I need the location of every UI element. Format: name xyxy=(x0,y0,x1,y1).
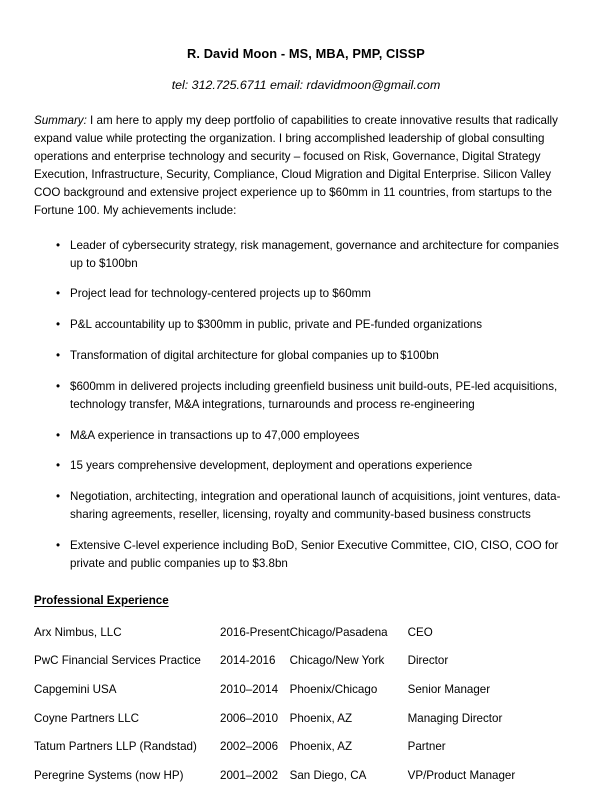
table-row xyxy=(34,675,578,704)
cell-location: Phoenix, AZ xyxy=(289,711,353,725)
cell-title: Senior Manager xyxy=(407,682,491,696)
bullet-icon: • xyxy=(56,238,61,252)
bullet-icon: • xyxy=(56,318,61,332)
section-heading-label: Professional Experience xyxy=(34,593,169,607)
candidate-name-heading: R. David Moon - MS, MBA, PMP, CISSP xyxy=(187,46,425,61)
bullet-icon: • xyxy=(56,538,61,552)
cell-company: Tatum Partners LLP (Randstad) xyxy=(34,740,197,754)
list-item-text: 15 years comprehensive development, deployment and operations experience xyxy=(70,459,473,473)
experience-table xyxy=(34,618,578,790)
list-item xyxy=(34,237,578,273)
table-row xyxy=(34,618,578,647)
cell-years: 2006–2010 xyxy=(220,711,279,725)
cell-title: CEO xyxy=(407,625,433,639)
achievements-list xyxy=(34,220,578,573)
table-row xyxy=(34,704,578,733)
bullet-icon: • xyxy=(56,428,61,442)
cell-title: Managing Director xyxy=(407,711,503,725)
list-item-text: Leader of cybersecurity strategy, risk management, governance and architecture for companies up to $100bn xyxy=(70,238,559,270)
cell-company: Coyne Partners LLC xyxy=(34,711,140,725)
contact-line: tel: 312.725.6711 email: rdavidmoon@gmail.com xyxy=(171,78,441,93)
cell-location: Phoenix/Chicago xyxy=(289,682,378,696)
section-heading-professional-experience xyxy=(34,573,578,609)
cell-company: Arx Nimbus, LLC xyxy=(34,625,122,639)
bullet-icon: • xyxy=(56,379,61,393)
table-row xyxy=(34,647,578,676)
list-item xyxy=(34,488,578,524)
cell-years: 2002–2006 xyxy=(220,740,279,754)
cell-location: Phoenix, AZ xyxy=(289,740,353,754)
list-item xyxy=(34,378,578,414)
table-row xyxy=(34,732,578,761)
cell-years: 2010–2014 xyxy=(220,682,279,696)
cell-title: Partner xyxy=(407,740,446,754)
list-item xyxy=(34,316,578,334)
summary-body: I am here to apply my deep portfolio of capabilities to create innovative results that radically expand value while protecting the organization. I bring accomplished leadership of global consulting operations and enterprise technology and security – focused on Risk, Governance, Digital Strategy Execution, Infrastructure, Security, Compliance, Cloud Migration and Digital Enterprise. Silicon Valley COO background and extensive project experience up to $60mm in 11 countries, from startups to the Fortune 100. My achievements include: xyxy=(34,114,558,217)
summary-label: Summary: xyxy=(34,114,87,128)
bullet-icon: • xyxy=(56,287,61,301)
list-item-text: Transformation of digital architecture for global companies up to $100bn xyxy=(70,349,439,363)
list-item xyxy=(34,347,578,365)
list-item xyxy=(34,537,578,573)
list-item-text: Negotiation, architecting, integration and operational launch of acquisitions, joint ventures, data-sharing agreements, reseller, licensing, royalty and community-based business constructs xyxy=(70,490,561,522)
cell-years: 2001–2002 xyxy=(220,768,279,782)
list-item-text: M&A experience in transactions up to 47,000 employees xyxy=(70,428,360,442)
list-item-text: Project lead for technology-centered projects up to $60mm xyxy=(70,287,371,301)
cell-location: Chicago/New York xyxy=(289,654,385,668)
cell-years: 2014-2016 xyxy=(220,654,276,668)
list-item xyxy=(34,427,578,445)
cell-location: San Diego, CA xyxy=(289,768,367,782)
list-item-text: P&L accountability up to $300mm in public, private and PE-funded organizations xyxy=(70,318,483,332)
cell-company: PwC Financial Services Practice xyxy=(34,654,201,668)
cell-title: VP/Product Manager xyxy=(407,768,516,782)
cell-company: Capgemini USA xyxy=(34,682,117,696)
list-item xyxy=(34,285,578,303)
list-item-text: Extensive C-level experience including BoD, Senior Executive Committee, CIO, CISO, COO for private and public companies up to $3.8bn xyxy=(70,538,559,570)
bullet-icon: • xyxy=(56,459,61,473)
bullet-icon: • xyxy=(56,349,61,363)
list-item-text: $600mm in delivered projects including greenfield business unit build-outs, PE-led acquisitions, technology transfer, M&A integrations, turnarounds and process re-engineering xyxy=(70,379,558,411)
summary-paragraph xyxy=(34,93,578,219)
table-row xyxy=(34,761,578,790)
list-item xyxy=(34,457,578,475)
cell-location: Chicago/Pasadena xyxy=(289,625,388,639)
cell-company: Peregrine Systems (now HP) xyxy=(34,768,184,782)
bullet-icon: • xyxy=(56,490,61,504)
cell-years: 2016-Present xyxy=(220,625,290,639)
cell-title: Director xyxy=(407,654,449,668)
